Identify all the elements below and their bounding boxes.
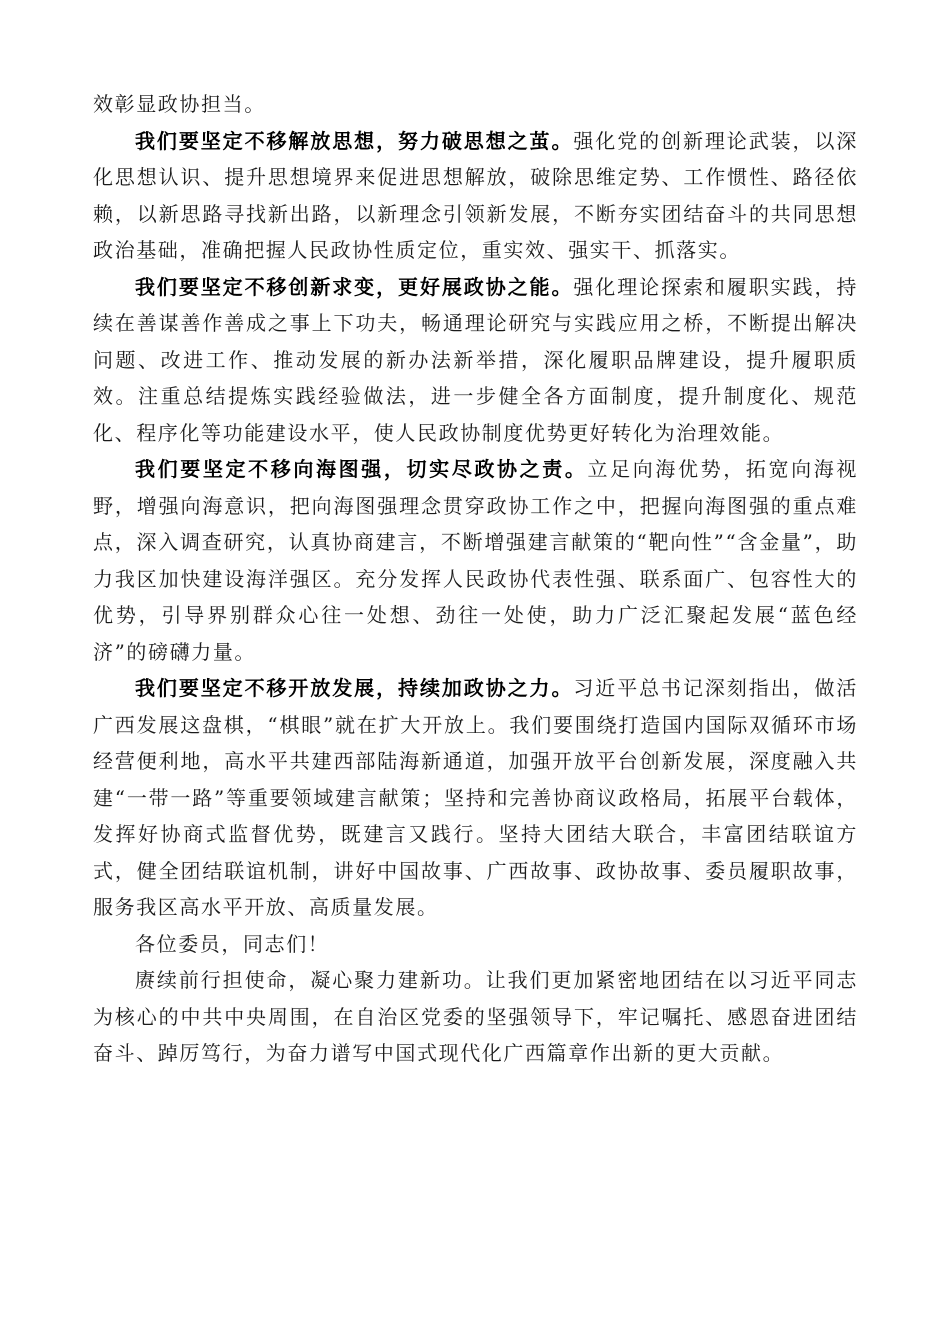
paragraph-text: 强化党的创新理论武装，以深化思想认识、提升思想境界来促进思想解放，破除思维定势、工作惯性、路径依赖，以新思路寻找新出路，以新理念引领新发展，不断夯实团结奋斗的共同思想政治基础，准确把握人民政协性质定位，重实效、强实干、抓落实。	[93, 128, 858, 262]
document-body	[93, 86, 858, 1072]
paragraph-text: 立足向海优势，拓宽向海视野，增强向海意识，把向海图强理念贯穿政协工作之中，把握向海图强的重点难点，深入调查研究，认真协商建言，不断增强建言献策的“靶向性”“含金量”，助力我区加快建设海洋强区。充分发挥人民政协代表性强、联系面广、包容性大的优势，引导界别群众心往一处想、劲往一处使，助力广泛汇聚起发展“蓝色经济”的磅礴力量。	[93, 457, 858, 664]
paragraph-opening-up	[93, 670, 858, 926]
paragraph-text: 效彰显政协担当。	[93, 92, 266, 116]
paragraph-lead: 我们要坚定不移创新求变，更好展政协之能。	[135, 274, 574, 299]
paragraph-salutation	[93, 926, 858, 963]
paragraph-text: 各位委员，同志们！	[135, 931, 330, 956]
paragraph-lead: 我们要坚定不移向海图强，切实尽政协之责。	[135, 457, 588, 481]
paragraph-text: 赓续前行担使命，凝心聚力建新功。让我们更加紧密地团结在以习近平同志为核心的中共中央周围，在自治区党委的坚强领导下，牢记嘱托、感恩奋进团结奋斗、踔厉笃行，为奋力谱写中国式现代化广西篇章作出新的更大贡献。	[93, 968, 858, 1065]
paragraph-continuation	[93, 86, 858, 123]
paragraph-text: 习近平总书记深刻指出，做活广西发展这盘棋，“棋眼”就在扩大开放上。我们要围绕打造国内国际双循环市场经营便利地，高水平共建西部陆海新通道，加强开放平台创新发展，深度融入共建“一带一路”等重要领域建言献策；坚持和完善协商议政格局，拓展平台载体，发挥好协商式监督优势，既建言又践行。坚持大团结大联合，丰富团结联谊方式，健全团结联谊机制，讲好中国故事、广西故事、政协故事、委员履职故事，服务我区高水平开放、高质量发展。	[93, 676, 858, 919]
paragraph-lead: 我们要坚定不移解放思想，努力破思想之茧。	[135, 128, 574, 153]
paragraph-closing	[93, 962, 858, 1072]
paragraph-emancipate-mind	[93, 123, 858, 269]
paragraph-innovate	[93, 269, 858, 452]
paragraph-text: 强化理论探索和履职实践，持续在善谋善作善成之事上下功夫，畅通理论研究与实践应用之桥，不断提出解决问题、改进工作、推动发展的新办法新举措，深化履职品牌建设，提升履职质效。注重总结提炼实践经验做法，进一步健全各方面制度，提升制度化、规范化、程序化等功能建设水平，使人民政协制度优势更好转化为治理效能。	[93, 274, 858, 445]
paragraph-ocean	[93, 451, 858, 670]
paragraph-lead: 我们要坚定不移开放发展，持续加政协之力。	[135, 676, 574, 700]
